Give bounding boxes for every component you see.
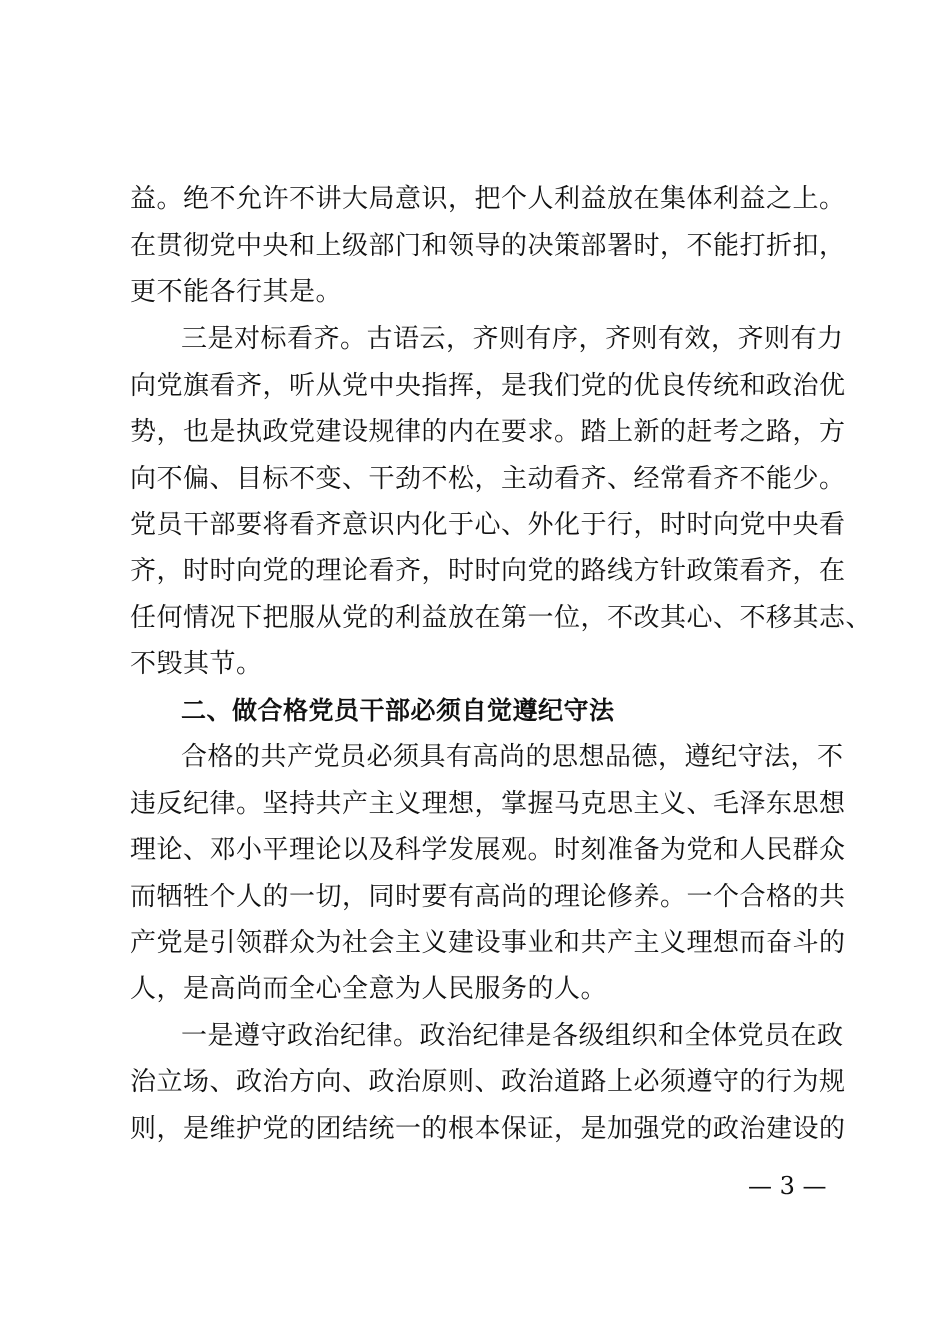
section-heading: 二、做合格党员干部必须自觉遵纪守法 bbox=[181, 696, 615, 725]
body-line: 不毁其节。 bbox=[130, 649, 263, 679]
body-line: 则，是维护党的团结统一的根本保证，是加强党的政治建设的 bbox=[130, 1114, 846, 1144]
body-line: 治立场、政治方向、政治原则、政治道路上必须遵守的行为规 bbox=[130, 1067, 846, 1097]
body-line: 向党旗看齐，听从党中央指挥，是我们党的优良传统和政治优 bbox=[130, 371, 846, 401]
body-line: 任何情况下把服从党的利益放在第一位，不改其心、不移其志、 bbox=[130, 603, 873, 633]
paragraph-first-line: 合格的共产党员必须具有高尚的思想品德，遵纪守法，不 bbox=[181, 742, 844, 772]
body-line: 向不偏、目标不变、干劲不松，主动看齐、经常看齐不能少。 bbox=[130, 464, 846, 494]
paragraph-first-line: 三是对标看齐。古语云，齐则有序，齐则有效，齐则有力 bbox=[181, 324, 844, 354]
paragraph-first-line: 一是遵守政治纪律。政治纪律是各级组织和全体党员在政 bbox=[181, 1021, 844, 1051]
body-line: 理论、邓小平理论以及科学发展观。时刻准备为党和人民群众 bbox=[130, 835, 846, 865]
body-line: 而牺牲个人的一切，同时要有高尚的理论修养。一个合格的共 bbox=[130, 882, 846, 912]
body-line: 产党是引领群众为社会主义建设事业和共产主义理想而奋斗的 bbox=[130, 928, 846, 958]
body-line: 党员干部要将看齐意识内化于心、外化于行，时时向党中央看 bbox=[130, 510, 846, 540]
body-line: 在贯彻党中央和上级部门和领导的决策部署时，不能打折扣， bbox=[130, 231, 846, 261]
body-line: 益。绝不允许不讲大局意识，把个人利益放在集体利益之上。 bbox=[130, 184, 846, 214]
body-line: 势，也是执政党建设规律的内在要求。踏上新的赶考之路，方 bbox=[130, 417, 846, 447]
page-number: — 3 — bbox=[748, 1172, 827, 1200]
body-line: 更不能各行其是。 bbox=[130, 277, 343, 307]
body-line: 人，是高尚而全心全意为人民服务的人。 bbox=[130, 974, 608, 1004]
body-line: 违反纪律。坚持共产主义理想，掌握马克思主义、毛泽东思想 bbox=[130, 789, 846, 819]
body-line: 齐，时时向党的理论看齐，时时向党的路线方针政策看齐，在 bbox=[130, 556, 846, 586]
